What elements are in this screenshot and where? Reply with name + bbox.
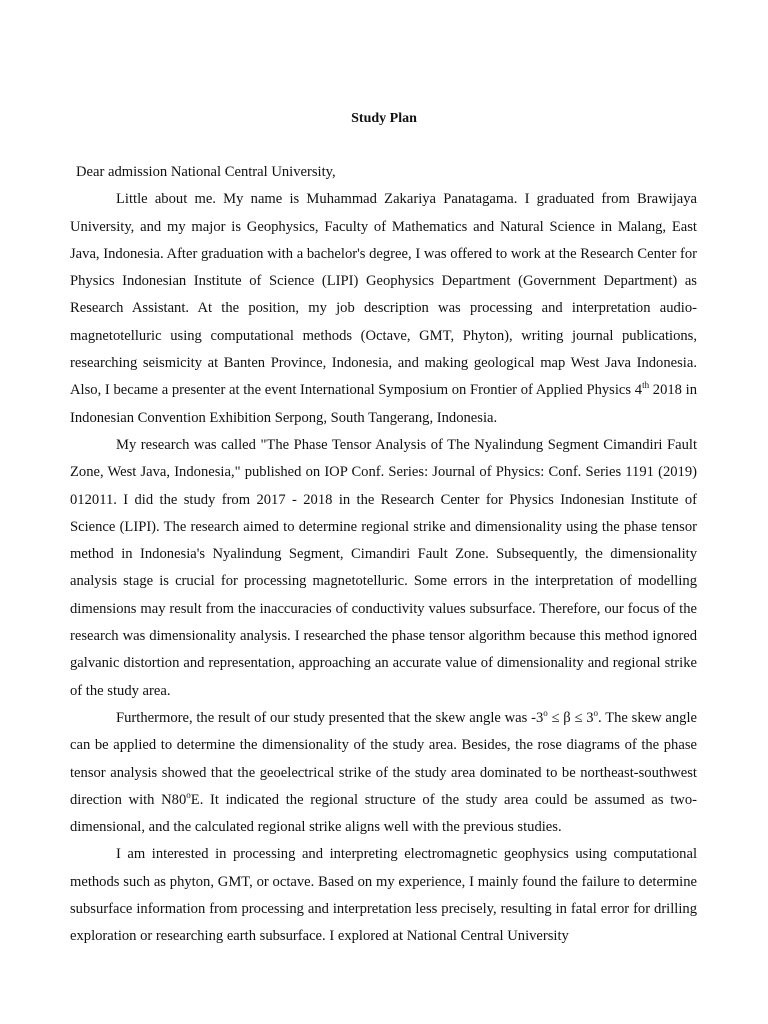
paragraph-text: Little about me. My name is Muhammad Zakariya Panatagama. I graduated from Brawijaya University, and my major is Geophysics, Faculty of Mathematics and Natural Science in Malang, East Java, Indonesia. After graduation with a bachelor's degree, I was offered to work at the Research Center for Physics Indonesian Institute of Science (LIPI) Geophysics Department (Government Department) as Research Assistant. At the position, my job description was processing and interpretation audio-magnetotelluric using computational methods (Octave, GMT, Phyton), writing journal publications, researching seismicity at Banten Province, Indonesia, and making geological map West Java Indonesia. Also, I became a presenter at the event International Symposium on Frontier of Applied Physics 4 [70,191,697,399]
paragraph-research: My research was called "The Phase Tensor Analysis of The Nyalindung Segment Cimandiri Fault Zone, West Java, Indonesia," published on IOP Conf. Series: Journal of Physics: Conf. Series 1191 (2019) 012011. I did the study from 2017 - 2018 in the Research Center for Physics Indonesian Institute of Science (LIPI). The research aimed to determine regional strike and dimensionality using the phase tensor method in Indonesia's Nyalindung Segment, Cimandiri Fault Zone. Subsequently, the dimensionality analysis stage is crucial for processing magnetotelluric. Some errors in the interpretation of modelling dimensions may result from the inaccuracies of conductivity values subsurface. Therefore, our focus of the research was dimensionality analysis. I researched the phase tensor algorithm because this method ignored galvanic distortion and representation, approaching an accurate value of dimensionality and regional strike of the study area. [70,436,697,699]
paragraph-interest: I am interested in processing and interpreting electromagnetic geophysics using computational methods such as phyton, GMT, or octave. Based on my experience, I mainly found the failure to determine subsurface information from processing and interpretation less precisely, resulting in fatal error for drilling exploration or researching earth subsurface. I explored at National Central University [70,846,697,945]
paragraph-introduction [70,186,697,432]
degree-superscript: o [593,707,599,718]
paragraph-text: 2018 in Indonesian Convention Exhibition Serpong, South Tangerang, Indonesia. [70,382,697,426]
degree-superscript: o [186,789,191,800]
salutation: Dear admission National Central University, [76,164,336,180]
paragraph-text: . The skew angle can be applied to determine the dimensionality of the study area. Besides, the rose diagrams of the phase tensor analysis showed that the geoelectrical strike of the study area dominated to be northeast-southwest direction with N80 [70,709,697,808]
degree-superscript: o [543,707,548,718]
document-title: Study Plan [351,111,417,126]
paragraph-text: ≤ β ≤ 3 [547,709,594,726]
paragraph-text: Furthermore, the result of our study presented that the skew angle was -3 [116,709,544,726]
document-body [70,159,697,951]
paragraph-text: E. It indicated the regional structure of the study area could be assumed as two-dimensional, and the calculated regional strike aligns well with the previous studies. [70,791,697,836]
ordinal-superscript: th [642,380,650,391]
paragraph-results [70,705,697,841]
